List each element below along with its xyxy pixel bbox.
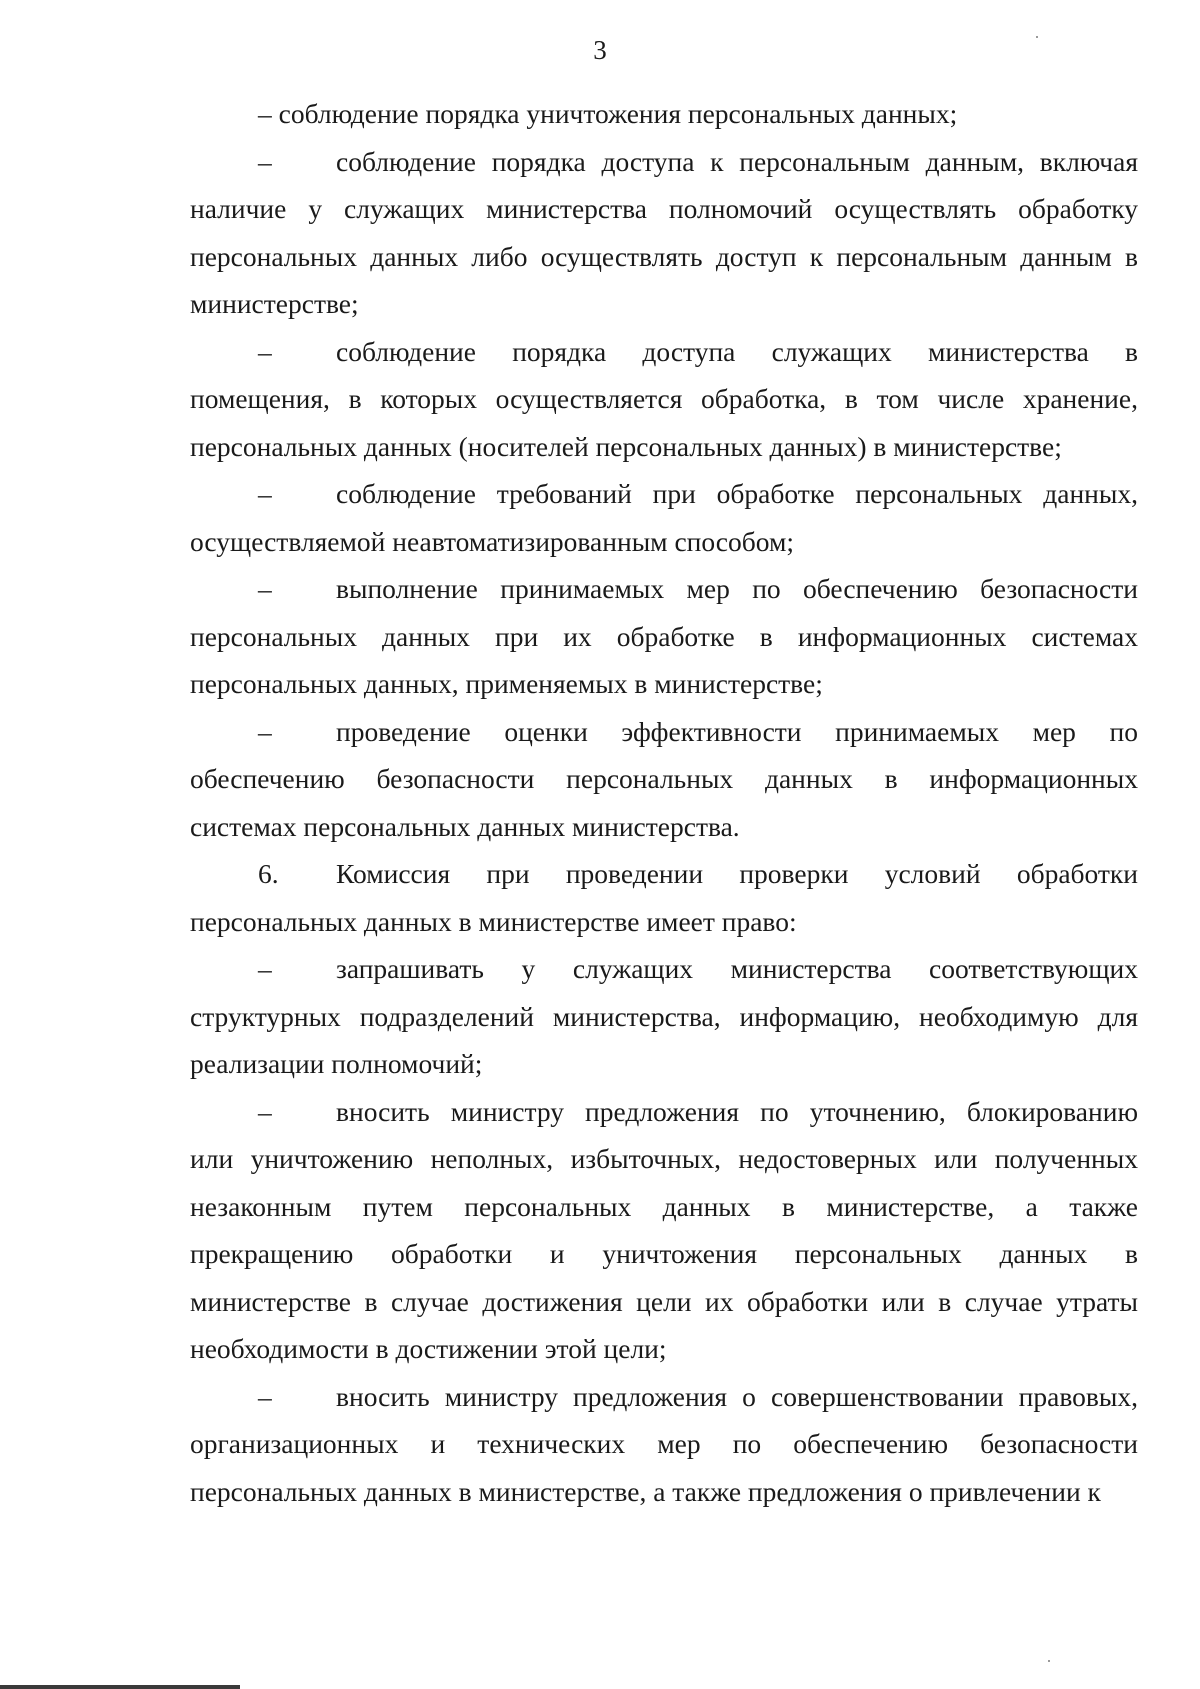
text-line: персональных данных (носителей персональных данных) в министерстве;	[190, 430, 1062, 462]
line-text: запрашивать у служащих министерства соответствующих	[336, 953, 1138, 984]
line-text: вносить министру предложения по уточнению, блокированию	[336, 1095, 1138, 1127]
list-dash-marker: –	[258, 715, 272, 747]
paragraph	[190, 470, 1138, 565]
paragraph	[190, 328, 1138, 471]
paragraph	[190, 1088, 1138, 1373]
text-line: обеспечению безопасности персональных данных в информационных	[190, 763, 1138, 794]
scan-speck	[1048, 1660, 1050, 1662]
text-line	[190, 565, 1138, 613]
text-line: или уничтожению неполных, избыточных, недостоверных или полученных	[190, 1143, 1138, 1174]
paragraph	[190, 850, 1138, 945]
text-line: необходимости в достижении этой цели;	[190, 1333, 667, 1364]
document-body	[190, 90, 1138, 1515]
text-line	[190, 708, 1138, 756]
line-text: выполнение принимаемых мер по обеспечению безопасности	[336, 573, 1138, 604]
list-dash-marker: –	[258, 478, 272, 509]
paragraph	[190, 565, 1138, 708]
text-line: организационных и технических мер по обеспечению безопасности	[190, 1428, 1138, 1459]
line-text: соблюдение порядка доступа к персональным данным, включая	[336, 145, 1138, 177]
list-dash-marker: –	[258, 145, 272, 177]
line-text: соблюдение порядка доступа служащих министерства в	[336, 335, 1138, 367]
text-line: осуществляемой неавтоматизированным способом;	[190, 525, 795, 557]
text-line: персональных данных при их обработке в информационных системах	[190, 620, 1138, 652]
list-dash-marker: –	[258, 1095, 272, 1127]
text-line: системах персональных данных министерства.	[190, 810, 740, 842]
text-line	[190, 138, 1138, 186]
line-text: проведение оценки эффективности принимаемых мер по	[336, 715, 1138, 747]
text-line: персональных данных, применяемых в министерстве;	[190, 668, 823, 699]
page-number: 3	[593, 35, 607, 65]
text-line	[190, 470, 1138, 518]
text-line: реализации полномочий;	[190, 1048, 483, 1079]
line-text: соблюдение требований при обработке персональных данных,	[336, 478, 1138, 509]
text-line: персональных данных в министерстве имеет право:	[190, 905, 797, 937]
scan-edge-mark	[0, 1685, 240, 1689]
text-line	[190, 850, 1138, 898]
line-text: вносить министру предложения о совершенствовании правовых,	[336, 1380, 1138, 1412]
text-line: министерстве;	[190, 288, 359, 319]
text-line: министерстве в случае достижения цели их обработки или в случае утраты	[190, 1285, 1138, 1317]
list-dash-marker: –	[258, 335, 272, 367]
paragraph	[190, 138, 1138, 328]
text-line: персональных данных в министерстве, а также предложения о привлечении к	[190, 1475, 1101, 1507]
list-dash-marker: –	[258, 953, 272, 984]
item-number: 6.	[258, 858, 279, 889]
text-line	[190, 328, 1138, 376]
text-line: персональных данных либо осуществлять доступ к персональным данным в	[190, 240, 1138, 272]
text-line: помещения, в которых осуществляется обработка, в том числе хранение,	[190, 383, 1138, 414]
text-line	[190, 1088, 1138, 1136]
text-line: наличие у служащих министерства полномочий осуществлять обработку	[190, 193, 1138, 224]
text-line	[190, 945, 1138, 993]
text-line: прекращению обработки и уничтожения персональных данных в	[190, 1238, 1138, 1269]
line-text: Комиссия при проведении проверки условий обработки	[336, 858, 1138, 889]
text-line: структурных подразделений министерства, информацию, необходимую для	[190, 1000, 1138, 1032]
paragraph	[190, 945, 1138, 1088]
paragraph	[190, 90, 1138, 138]
text-line: незаконным путем персональных данных в министерстве, а также	[190, 1190, 1138, 1222]
list-dash-marker: –	[258, 573, 272, 604]
scan-speck	[1036, 36, 1038, 38]
list-dash-marker: –	[258, 1380, 272, 1412]
text-line: – соблюдение порядка уничтожения персональных данных;	[258, 98, 958, 129]
paragraph	[190, 1373, 1138, 1516]
paragraph	[190, 708, 1138, 851]
text-line	[190, 1373, 1138, 1421]
